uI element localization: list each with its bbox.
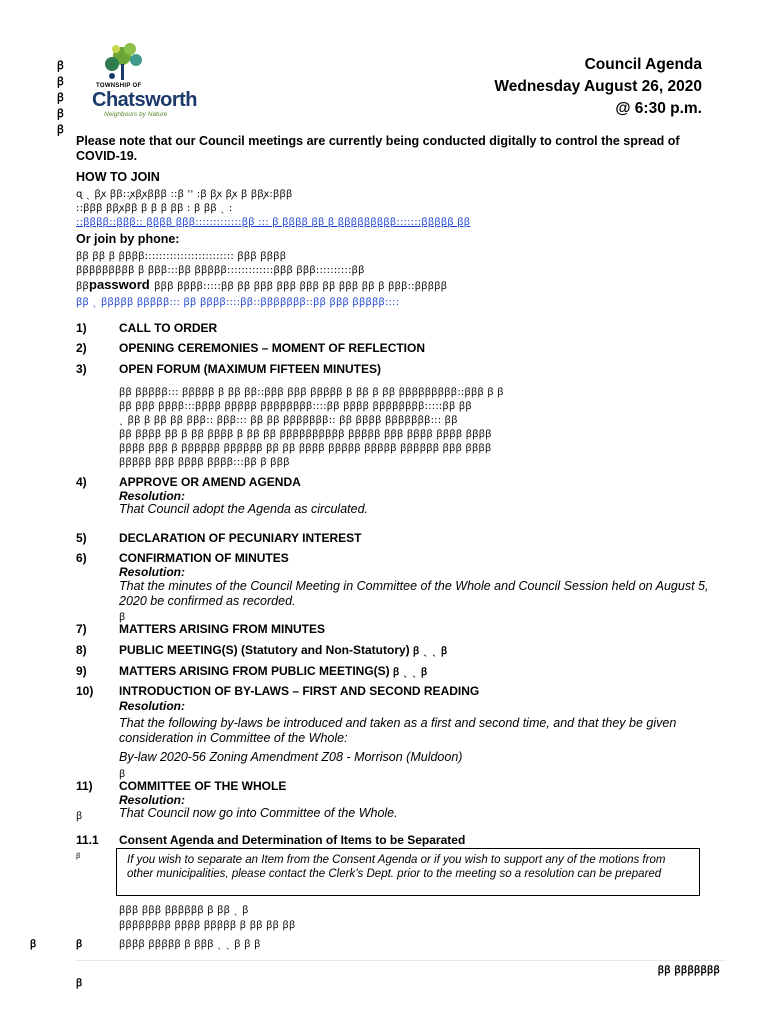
- margin-marker: ꞵ: [57, 108, 64, 120]
- item-title-pecuniary-interest: DECLARATION OF PECUNIARY INTEREST: [119, 531, 362, 545]
- resolution-text: That the minutes of the Council Meeting in Committee of the Whole and Council Session held on August 5, 2020 be confirmed as recorded.: [119, 579, 709, 608]
- item-number: 10): [76, 684, 94, 698]
- password-prefix: ꞵꞵ: [76, 281, 90, 292]
- consent-info-line: ꞵꞵꞵꞵꞵꞵꞵꞵ ꞵꞵꞵꞵ ꞵꞵꞵꞵꞵ ꞵ ꞵꞵ ꞵꞵ ꞵꞵ: [119, 920, 296, 931]
- item-number: 7): [76, 622, 87, 636]
- item-title-text: MATTERS ARISING FROM PUBLIC MEETING(S): [119, 664, 390, 678]
- footer-divider: [76, 960, 726, 961]
- open-forum-text: ꞵꞵ ꞵꞵꞵꞵ ꞵꞵ ꞵ ꞵꞵ ꞵꞵꞵꞵ ꞵ ꞵꞵ ꞵꞵ ꞵꞵꞵꞵꞵꞵꞵꞵꞵꞵ ꞵꞵꞵꞵꞵ ꞵꞵꞵ ꞵꞵꞵꞵ ꞵꞵꞵꞵ ꞵꞵꞵꞵ: [119, 429, 492, 440]
- item-title-committee-whole: COMMITTEE OF THE WHOLE: [119, 779, 287, 793]
- resolution-text: That Council adopt the Agenda as circulated.: [119, 502, 368, 516]
- meeting-link[interactable]: ꞉꞉ꞵꞵꞵꞵ꞉꞉ꞵꞵꞵ꞉꞉ ꞵꞵꞵꞵ ꞵꞵꞵ꞉꞉꞉꞉꞉꞉꞉꞉꞉꞉꞉꞉꞉ꞵꞵ ꞉꞉꞉ ꞵ ꞵꞵꞵꞵ ꞵꞵ ꞵ ꞵꞵꞵꞵꞵꞵꞵꞵꞵ꞉꞉꞉꞉꞉꞉꞉ꞵꞵꞵꞵꞵ ꞵꞵ: [76, 217, 471, 228]
- margin-marker: ꞵ: [57, 92, 64, 104]
- phone-info-line: ꞵꞵ ꞵꞵ ꞵ ꞵꞵꞵꞵ꞉꞉꞉꞉꞉꞉꞉꞉꞉꞉꞉꞉꞉꞉꞉꞉꞉꞉꞉꞉꞉꞉꞉꞉꞉ ꞵꞵꞵ ꞵꞵꞵꞵ: [76, 251, 287, 262]
- item-title-open-forum: OPEN FORUM (MAXIMUM FIFTEEN MINUTES): [119, 362, 381, 376]
- covid-notice: Please note that our Council meetings are currently being conducted digitally to control the spread of COVID-19.: [76, 134, 680, 163]
- item-number: 3): [76, 362, 87, 376]
- phone-info-line: ꞵꞵ ˎ ꞵꞵꞵꞵꞵ ꞵꞵꞵꞵꞵ꞉꞉꞉ ꞵꞵ ꞵꞵꞵꞵ꞉꞉꞉꞉ꞵꞵ꞉꞉ꞵꞵꞵꞵꞵꞵꞵ꞉꞉ꞵꞵ ꞵꞵꞵ ꞵꞵꞵꞵꞵ꞉꞉꞉꞉: [76, 297, 400, 308]
- margin-marker: ꞵ: [57, 76, 64, 88]
- open-forum-text: ˎ ꞵꞵ ꞵ ꞵꞵ ꞵꞵ ꞵꞵꞵ꞉꞉ ꞵꞵꞵ꞉꞉꞉ ꞵꞵ ꞵꞵ ꞵꞵꞵꞵꞵꞵꞵ꞉꞉ ꞵꞵ ꞵꞵꞵꞵ ꞵꞵꞵꞵꞵꞵꞵ꞉꞉꞉ ꞵꞵ: [119, 415, 458, 426]
- agenda-header: [494, 54, 702, 120]
- item-number: 8): [76, 643, 87, 657]
- township-logo: [84, 40, 197, 120]
- agenda-time: @ 6:30 p.m.: [615, 100, 702, 117]
- logo-tagline: Neighbours by Nature: [104, 111, 168, 118]
- resolution-text: That the following by-laws be introduced and taken as a first and second time, and that they be given consideration in Committee of the Whole:: [119, 716, 677, 745]
- item-number: 11.1: [76, 833, 99, 847]
- item-title-confirmation-minutes: CONFIRMATION OF MINUTES: [119, 551, 289, 565]
- item-title-text: PUBLIC MEETING(S) (Statutory and Non-Statutory): [119, 643, 410, 657]
- join-by-phone-heading: Or join by phone:: [76, 232, 180, 246]
- consent-agenda-notice: If you wish to separate an Item from the Consent Agenda or if you wish to support any of the motions from other municipalities, please contact the Clerk’s Dept. prior to the meeting so a resolution can be prepared: [127, 854, 666, 880]
- margin-marker: ꞵ: [76, 939, 83, 950]
- margin-marker: ꞵ: [76, 978, 83, 989]
- logo-township-text: TOWNSHIP OF: [96, 83, 142, 89]
- password-line: [76, 276, 716, 294]
- page-number: ꞵꞵ ꞵꞵꞵꞵꞵꞵꞵ: [657, 965, 720, 976]
- item-number: 4): [76, 475, 87, 489]
- item-title-approve-agenda: APPROVE OR AMEND AGENDA: [119, 475, 301, 489]
- margin-marker: ꞵ: [30, 939, 37, 950]
- agenda-date: Wednesday August 26, 2020: [494, 78, 702, 95]
- open-forum-text: ꞵꞵꞵꞵ ꞵꞵꞵ ꞵ ꞵꞵꞵꞵꞵꞵ ꞵꞵꞵꞵꞵꞵ ꞵꞵ ꞵꞵ ꞵꞵꞵꞵ ꞵꞵꞵꞵꞵ ꞵꞵꞵꞵꞵ ꞵꞵꞵꞵꞵꞵ ꞵꞵꞵ ꞵꞵꞵꞵ: [119, 443, 492, 454]
- agenda-title: Council Agenda: [584, 56, 702, 73]
- how-to-join-heading: HOW TO JOIN: [76, 170, 160, 184]
- tree-logo-icon: [84, 40, 184, 86]
- consent-agenda-notice-box: [116, 848, 700, 896]
- item-title-matters-arising-minutes: MATTERS ARISING FROM MINUTES: [119, 622, 325, 636]
- spacer-marker: ꞵ: [119, 612, 126, 623]
- item-trail: ꞵ ˎ ˎ ꞵ: [413, 646, 448, 657]
- item-title-call-to-order: CALL TO ORDER: [119, 321, 218, 335]
- item-title-matters-public-meetings: [119, 664, 427, 678]
- item-number: 1): [76, 321, 87, 335]
- item-title-opening-ceremonies: OPENING CEREMONIES – MOMENT OF REFLECTION: [119, 341, 426, 355]
- item-trail: ꞵ ˎ ˎ ꞵ: [393, 667, 428, 678]
- consent-info-line: ꞵꞵꞵꞵ ꞵꞵꞵꞵꞵ ꞵ ꞵꞵꞵ ˎ ˎ ꞵ ꞵ ꞵ: [119, 939, 261, 950]
- join-info-line: ꞉꞉ꞵꞵꞵ ꞵꞵꭗꞵꞵ ꞵ ꞵ ꞵ ꞵꞵ ꞉ ꞵ ꞵꞵ ˎ ꞉: [76, 203, 233, 214]
- password-info: ꞵꞵꞵ ꞵꞵꞵꞵ꞉꞉꞉꞉꞉ꞵꞵ ꞵꞵ ꞵꞵꞵ ꞵꞵꞵ ꞵꞵꞵ ꞵꞵ ꞵꞵꞵ ꞵꞵ ꞵ ꞵꞵꞵ꞉꞉ꞵꞵꞵꞵꞵ: [154, 281, 448, 292]
- open-forum-text: ꞵꞵ ꞵꞵꞵꞵꞵ꞉꞉꞉ ꞵꞵꞵꞵꞵ ꞵ ꞵꞵ ꞵꞵ꞉꞉ꞵꞵꞵ ꞵꞵꞵ ꞵꞵꞵꞵꞵ ꞵ ꞵꞵ ꞵ ꞵꞵ ꞵꞵꞵꞵꞵꞵꞵꞵꞵ꞉꞉ꞵꞵꞵ ꞵ ꞵ: [119, 387, 504, 398]
- item-number: 11): [76, 779, 93, 793]
- margin-marker: ꞵ: [57, 60, 64, 72]
- margin-marker: ꞵ: [57, 124, 64, 136]
- open-forum-text: ꞵꞵꞵꞵꞵ ꞵꞵꞵ ꞵꞵꞵꞵ ꞵꞵꞵꞵ꞉꞉꞉ꞵꞵ ꞵ ꞵꞵꞵ: [119, 457, 290, 468]
- item-number: 6): [76, 551, 87, 565]
- item-title-bylaws: INTRODUCTION OF BY-LAWS – FIRST AND SECOND READING: [119, 684, 480, 698]
- resolution-label: Resolution:: [119, 489, 185, 503]
- spacer-marker: ꞵ: [76, 853, 81, 860]
- item-number: 2): [76, 341, 87, 355]
- resolution-label: Resolution:: [119, 565, 185, 579]
- bylaw-line: By-law 2020-56 Zoning Amendment Z08 - Morrison (Muldoon): [119, 750, 463, 764]
- logo-name-text: Chatsworth: [92, 89, 197, 111]
- open-forum-text: ꞵꞵ ꞵꞵꞵ ꞵꞵꞵꞵ꞉꞉꞉ꞵꞵꞵꞵ ꞵꞵꞵꞵꞵ ꞵꞵꞵꞵꞵꞵꞵꞵ꞉꞉꞉꞉ꞵꞵ ꞵꞵꞵꞵ ꞵꞵꞵꞵꞵꞵꞵꞵ꞉꞉꞉꞉꞉ꞵꞵ ꞵꞵ: [119, 401, 472, 412]
- item-number: 9): [76, 664, 87, 678]
- spacer-marker: ꞵ: [119, 769, 126, 780]
- item-title-consent-agenda: Consent Agenda and Determination of Items to be Separated: [119, 833, 466, 847]
- resolution-text: That Council now go into Committee of the Whole.: [119, 806, 398, 820]
- spacer-marker: ꞵ: [76, 811, 83, 822]
- join-info-line: ɋ ˎ ꞵꭗ ꞵꞵ꞉꞉ꭗꞵꭗꞵꞵꞵ ꞉꞉ꞵ ꞌꞌ ꞉ꞵ ꞵꭗ ꞵꭗ ꞵ ꞵꞵꭗ꞉ꞵꞵꞵ: [76, 189, 293, 200]
- item-title-public-meetings: [119, 643, 447, 657]
- phone-info-line: ꞵꞵꞵꞵꞵꞵꞵꞵꞵ ꞵ ꞵꞵꞵ꞉꞉꞉ꞵꞵ ꞵꞵꞵꞵꞵ꞉꞉꞉꞉꞉꞉꞉꞉꞉꞉꞉꞉꞉ꞵꞵꞵ ꞵꞵꞵ꞉꞉꞉꞉꞉꞉꞉꞉꞉꞉ꞵꞵ: [76, 265, 365, 276]
- item-number: 5): [76, 531, 87, 545]
- password-label: password: [89, 277, 150, 292]
- resolution-label: Resolution:: [119, 699, 185, 713]
- resolution-label: Resolution:: [119, 793, 185, 807]
- consent-info-line: ꞵꞵꞵ ꞵꞵꞵ ꞵꞵꞵꞵꞵꞵ ꞵ ꞵꞵ ˎ ꞵ: [119, 905, 249, 916]
